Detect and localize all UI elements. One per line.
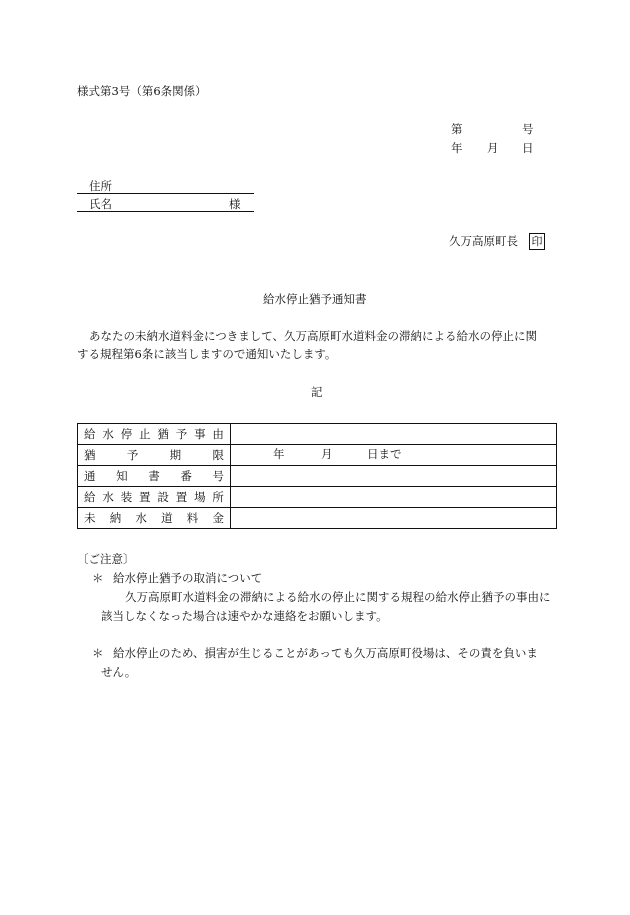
notes-heading: 〔ご注意〕 [77, 552, 135, 566]
label-char: 水 [135, 511, 147, 525]
label-char: 場 [194, 490, 206, 504]
table-row [78, 424, 557, 445]
label-char: 設 [157, 490, 169, 504]
label-char: 番 [180, 469, 192, 483]
label-char: 限 [212, 448, 224, 462]
document-title: 給水停止猶予通知書 [263, 292, 367, 306]
form-number: 様式第3号（第6条関係） [77, 84, 207, 98]
deadline-month: 月 [321, 447, 333, 461]
honorific: 様 [229, 197, 241, 211]
label-char: 給 [84, 490, 96, 504]
row-label-notice-number [84, 468, 224, 484]
seal-mark: 印 [529, 233, 545, 250]
note-2-bullet: ＊ [92, 646, 104, 660]
label-char: 知 [116, 469, 128, 483]
note-2-line-1: 給水停止のため、損害が生じることがあっても久万高原町役場は、その責を負いま [113, 646, 538, 660]
label-char: 号 [212, 469, 224, 483]
row-label-reason [84, 426, 224, 442]
table-row [78, 466, 557, 487]
label-char: 通 [84, 469, 96, 483]
label-char: 書 [148, 469, 160, 483]
deadline-day: 日まで [367, 447, 402, 461]
label-char: 予 [126, 448, 139, 462]
table-row [78, 445, 557, 466]
label-char: 装 [120, 490, 133, 504]
ki-heading: 記 [311, 385, 323, 399]
table-row [78, 508, 557, 529]
label-char: 由 [212, 427, 224, 441]
label-char: 納 [109, 511, 122, 525]
body-line-1: あなたの未納水道料金につきまして、久万高原町水道料金の滞納による給水の停止に関 [89, 329, 538, 343]
info-table [77, 423, 557, 529]
label-char: 水 [102, 490, 114, 504]
note-1-title: 給水停止猶予の取消について [113, 571, 263, 585]
label-char: 猶 [157, 427, 169, 441]
table-row [78, 487, 557, 508]
label-char: 道 [161, 511, 173, 525]
number-go: 号 [522, 122, 534, 136]
label-char: 給 [84, 427, 96, 441]
deadline-cell [231, 445, 557, 466]
label-char: 置 [139, 490, 151, 504]
note-1-bullet: ＊ [92, 571, 104, 585]
label-char: 所 [212, 490, 224, 504]
label-char: 未 [84, 511, 96, 525]
note-2-line-2: せん。 [101, 665, 137, 679]
label-char: 置 [175, 490, 188, 504]
note-1-line-1: 久万高原町水道料金の滞納による給水の停止に関する規程の給水停止猶予の事由に [125, 590, 551, 604]
label-char: 料 [186, 511, 199, 525]
reason-cell [231, 424, 557, 445]
note-1-line-2: 該当しなくなった場合は速やかな連絡をお願いします。 [101, 609, 388, 623]
issuer: 久万高原町長 [449, 234, 518, 248]
deadline-year: 年 [273, 447, 285, 461]
date-year: 年 [451, 141, 463, 155]
name-label: 氏名 [89, 197, 112, 211]
label-char: 事 [194, 427, 206, 441]
row-label-deadline [84, 447, 224, 463]
label-char: 停 [120, 427, 133, 441]
location-cell [231, 487, 557, 508]
row-label-unpaid [84, 510, 224, 526]
address-label: 住所 [89, 179, 112, 193]
number-dai: 第 [451, 122, 463, 136]
label-char: 金 [212, 511, 224, 525]
row-label-location [84, 489, 224, 505]
date-day: 日 [522, 141, 534, 155]
label-char: 水 [102, 427, 114, 441]
label-char: 予 [175, 427, 188, 441]
body-line-2: する規程第6条に該当しますので通知いたします。 [77, 347, 337, 361]
label-char: 止 [139, 427, 151, 441]
label-char: 期 [169, 448, 182, 462]
unpaid-cell [231, 508, 557, 529]
notice-number-cell [231, 466, 557, 487]
date-month: 月 [487, 141, 499, 155]
label-char: 猶 [84, 448, 96, 462]
